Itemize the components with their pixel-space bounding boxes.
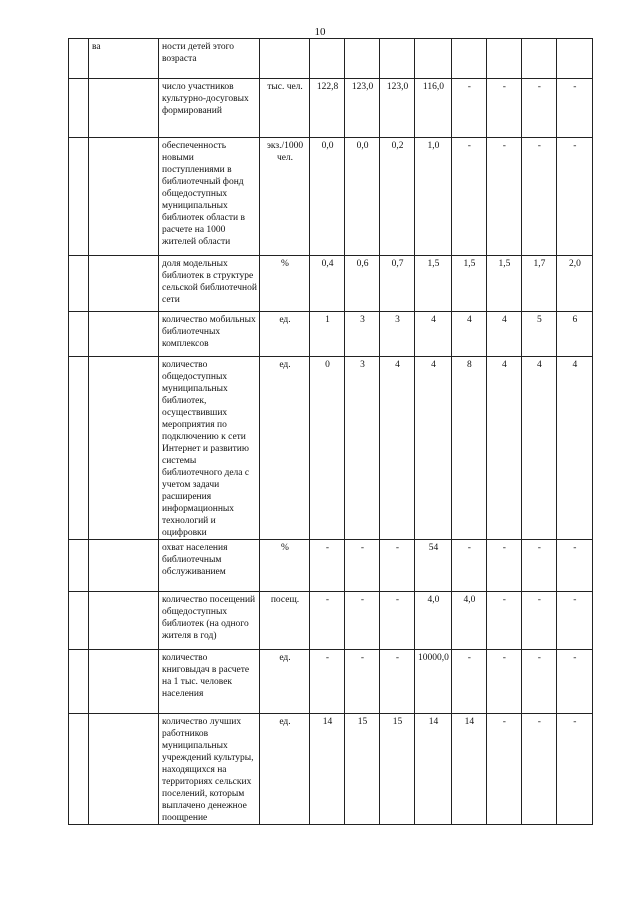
value-cell: 123,0 (345, 79, 380, 138)
value-cell: - (521, 592, 556, 650)
program-name-cell: ва (89, 39, 159, 79)
indicator-cell: количество общедоступных муниципальных библиотек, осуществивших мероприятия по подключению к сети Интернет и развитию системы библиотечного дела с учетом задачи расширения информационных технологий и оцифровки (159, 357, 260, 540)
value-cell: - (345, 650, 380, 714)
indicator-cell: количество посещений общедоступных библиотек (на одного жителя в год) (159, 592, 260, 650)
value-cell: 0,6 (345, 256, 380, 312)
unit-cell: ед. (260, 714, 310, 825)
value-cell: 4,0 (451, 592, 486, 650)
value-cell: - (310, 650, 345, 714)
value-cell: 116,0 (415, 79, 452, 138)
table-row-continued (69, 39, 593, 79)
table-row (69, 714, 593, 825)
value-cell: - (521, 714, 556, 825)
row-marker-cell (69, 650, 89, 714)
value-cell (486, 39, 521, 79)
value-cell: 5 (521, 312, 556, 357)
value-cell: - (486, 714, 521, 825)
value-cell: 3 (380, 312, 415, 357)
value-cell: - (556, 714, 592, 825)
table-row (69, 540, 593, 592)
value-cell: 10000,0 (415, 650, 452, 714)
row-marker-cell (69, 312, 89, 357)
value-cell: - (451, 79, 486, 138)
value-cell: - (556, 592, 592, 650)
value-cell: 4 (486, 357, 521, 540)
value-cell (380, 39, 415, 79)
value-cell (521, 39, 556, 79)
value-cell: 4 (415, 357, 452, 540)
row-marker-cell (69, 79, 89, 138)
unit-cell (260, 39, 310, 79)
value-cell: 3 (345, 357, 380, 540)
table-row (69, 592, 593, 650)
value-cell: - (345, 592, 380, 650)
value-cell: 122,8 (310, 79, 345, 138)
value-cell: 2,0 (556, 256, 592, 312)
value-cell: 0 (310, 357, 345, 540)
value-cell: 8 (451, 357, 486, 540)
value-cell: - (556, 540, 592, 592)
value-cell: 1,5 (486, 256, 521, 312)
program-name-cell (89, 312, 159, 357)
value-cell: 4 (451, 312, 486, 357)
table-row (69, 650, 593, 714)
value-cell: - (556, 138, 592, 256)
row-marker-cell (69, 256, 89, 312)
unit-cell: посещ. (260, 592, 310, 650)
value-cell: - (486, 650, 521, 714)
table-row (69, 357, 593, 540)
indicator-cell: количество лучших работников муниципальных учреждений культуры, находящихся на территориях сельских поселений, которым выплачено денежное поощрение (159, 714, 260, 825)
value-cell (345, 39, 380, 79)
value-cell: 6 (556, 312, 592, 357)
value-cell: - (486, 540, 521, 592)
indicator-cell: ности детей этого возраста (159, 39, 260, 79)
indicators-table (68, 38, 593, 825)
unit-cell: экз./1000 чел. (260, 138, 310, 256)
value-cell: 15 (345, 714, 380, 825)
value-cell: - (521, 650, 556, 714)
value-cell: 3 (345, 312, 380, 357)
unit-cell: ед. (260, 650, 310, 714)
value-cell: 1,5 (451, 256, 486, 312)
value-cell: - (345, 540, 380, 592)
value-cell: 1,7 (521, 256, 556, 312)
page-number: 10 (314, 26, 326, 38)
value-cell (415, 39, 452, 79)
value-cell: 1 (310, 312, 345, 357)
value-cell (451, 39, 486, 79)
indicator-cell: охват населения библиотечным обслуживанием (159, 540, 260, 592)
value-cell: - (380, 650, 415, 714)
value-cell: 4 (380, 357, 415, 540)
value-cell: 0,4 (310, 256, 345, 312)
value-cell: 4 (556, 357, 592, 540)
value-cell: 0,0 (310, 138, 345, 256)
table-row (69, 256, 593, 312)
table-row (69, 79, 593, 138)
value-cell: 123,0 (380, 79, 415, 138)
value-cell: - (521, 540, 556, 592)
value-cell: - (380, 592, 415, 650)
indicator-cell: число участников культурно-досуговых формирований (159, 79, 260, 138)
value-cell: - (451, 540, 486, 592)
program-name-cell (89, 256, 159, 312)
value-cell: - (486, 138, 521, 256)
value-cell: 1,5 (415, 256, 452, 312)
value-cell: 0,0 (345, 138, 380, 256)
program-name-cell (89, 714, 159, 825)
value-cell (556, 39, 592, 79)
unit-cell: % (260, 540, 310, 592)
value-cell: - (380, 540, 415, 592)
row-marker-cell (69, 357, 89, 540)
value-cell: 1,0 (415, 138, 452, 256)
value-cell: - (521, 79, 556, 138)
row-marker-cell (69, 138, 89, 256)
unit-cell: ед. (260, 357, 310, 540)
value-cell: - (521, 138, 556, 256)
value-cell: - (556, 79, 592, 138)
value-cell: - (451, 650, 486, 714)
value-cell: 54 (415, 540, 452, 592)
program-name-cell (89, 357, 159, 540)
program-name-cell (89, 540, 159, 592)
value-cell: 14 (451, 714, 486, 825)
row-marker-cell (69, 714, 89, 825)
row-marker-cell (69, 592, 89, 650)
value-cell: 4 (521, 357, 556, 540)
value-cell: - (310, 540, 345, 592)
value-cell: 0,2 (380, 138, 415, 256)
row-marker-cell (69, 39, 89, 79)
row-marker-cell (69, 540, 89, 592)
unit-cell: тыс. чел. (260, 79, 310, 138)
value-cell: 14 (310, 714, 345, 825)
value-cell (310, 39, 345, 79)
value-cell: - (486, 592, 521, 650)
indicator-cell: обеспеченность новыми поступлениями в библиотечный фонд общедоступных муниципальных библиотек области в расчете на 1000 жителей области (159, 138, 260, 256)
value-cell: - (556, 650, 592, 714)
program-name-cell (89, 650, 159, 714)
value-cell: 14 (415, 714, 452, 825)
table-row (69, 312, 593, 357)
unit-cell: % (260, 256, 310, 312)
value-cell: 4 (415, 312, 452, 357)
value-cell: - (451, 138, 486, 256)
value-cell: - (486, 79, 521, 138)
program-name-cell (89, 138, 159, 256)
value-cell: 4 (486, 312, 521, 357)
table-row (69, 138, 593, 256)
indicator-cell: доля модельных библиотек в структуре сельской библиотечной сети (159, 256, 260, 312)
value-cell: 0,7 (380, 256, 415, 312)
indicator-cell: количество книговыдач в расчете на 1 тыс. человек населения (159, 650, 260, 714)
value-cell: - (310, 592, 345, 650)
indicator-cell: количество мобильных библиотечных комплексов (159, 312, 260, 357)
program-name-cell (89, 592, 159, 650)
program-name-cell (89, 79, 159, 138)
value-cell: 4,0 (415, 592, 452, 650)
value-cell: 15 (380, 714, 415, 825)
unit-cell: ед. (260, 312, 310, 357)
